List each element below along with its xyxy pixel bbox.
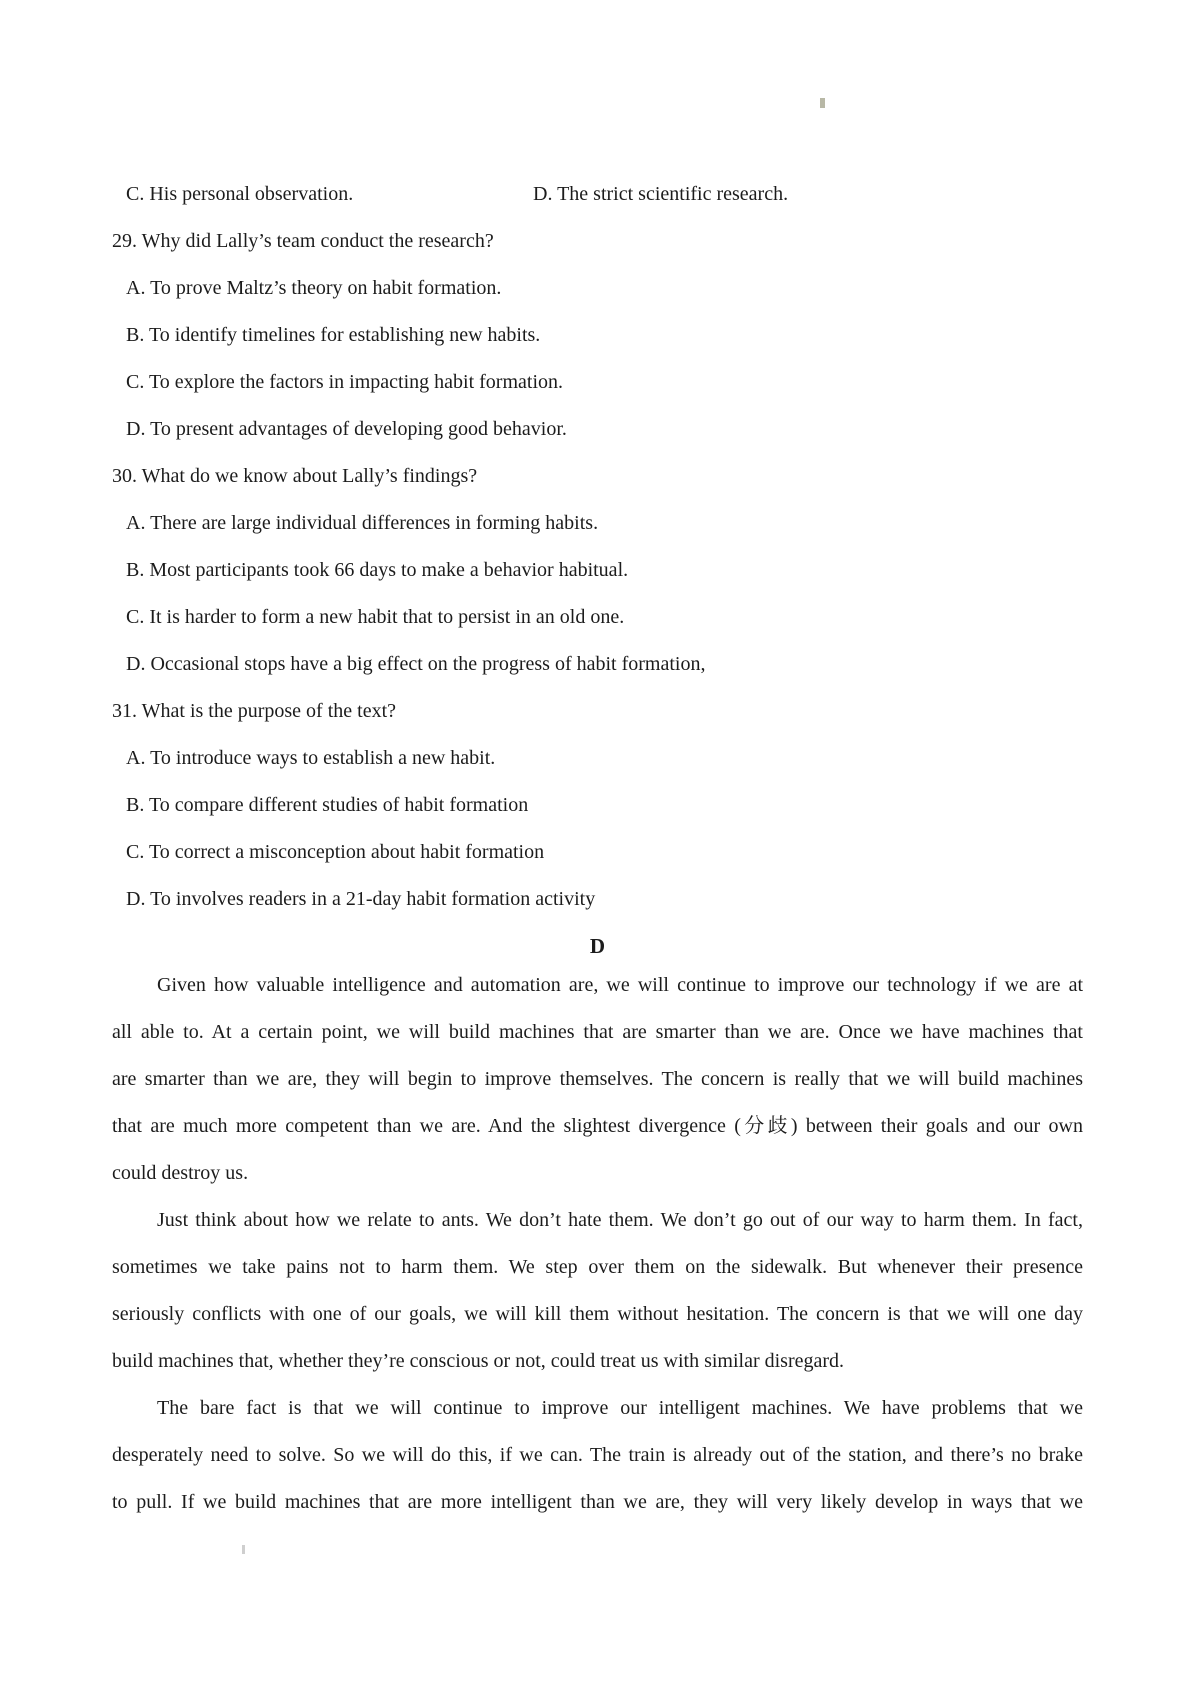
- page-content: [112, 171, 1083, 1526]
- question-prompt: 30. What do we know about Lally’s findings?: [112, 465, 478, 487]
- paragraph-line: all able to. At a certain point, we will build machines that are smarter than we are. Once we have machines that: [112, 1021, 1083, 1043]
- question-option: C. To explore the factors in impacting habit formation.: [126, 371, 564, 393]
- paragraph-line: seriously conflicts with one of our goals, we will kill them without hesitation. The concern is that we will one day: [112, 1303, 1083, 1325]
- passage-paragraph: [112, 1385, 1083, 1526]
- question-prompt: 29. Why did Lally’s team conduct the research?: [112, 230, 494, 252]
- question-option: D. To involves readers in a 21-day habit formation activity: [126, 888, 596, 910]
- question-option: A. To prove Maltz’s theory on habit formation.: [126, 277, 502, 299]
- paragraph-line: sometimes we take pains not to harm them. We step over them on the sidewalk. But whenever their presence: [112, 1256, 1083, 1278]
- paragraph-line: that are much more competent than we are. And the slightest divergence (分歧) between their goals and our own: [112, 1115, 1083, 1137]
- question-prompt: 31. What is the purpose of the text?: [112, 700, 397, 722]
- question-option: D. To present advantages of developing good behavior.: [126, 418, 567, 440]
- scan-artifact-bottom: [242, 1545, 245, 1554]
- question-option: B. To compare different studies of habit formation: [126, 794, 529, 816]
- paragraph-line: build machines that, whether they’re conscious or not, could treat us with similar disregard.: [112, 1350, 845, 1372]
- passage-paragraph: [112, 962, 1083, 1197]
- paragraph-line: Given how valuable intelligence and automation are, we will continue to improve our technology if we are at: [157, 974, 1083, 996]
- scan-artifact-top: [820, 98, 825, 108]
- passage-paragraph: [112, 1197, 1083, 1385]
- paragraph-line: are smarter than we are, they will begin to improve themselves. The concern is really that we will build machines: [112, 1068, 1083, 1090]
- paragraph-line: desperately need to solve. So we will do this, if we can. The train is already out of the station, and there’s no brake: [112, 1444, 1083, 1466]
- question-option: A. There are large individual differences in forming habits.: [126, 512, 599, 534]
- question-option: B. To identify timelines for establishing new habits.: [126, 324, 541, 346]
- option-c: C. His personal observation.: [126, 183, 354, 205]
- passage: [112, 962, 1083, 1526]
- passage-section-heading: D: [589, 934, 606, 958]
- question-option: C. To correct a misconception about habit formation: [126, 841, 545, 863]
- option-d: D. The strict scientific research.: [533, 183, 789, 205]
- question-option: A. To introduce ways to establish a new habit.: [126, 747, 496, 769]
- paragraph-line: The bare fact is that we will continue to improve our intelligent machines. We have problems that we: [157, 1397, 1083, 1419]
- paragraph-line: could destroy us.: [112, 1162, 249, 1184]
- question-28-leftover-options: [126, 171, 1083, 218]
- paragraph-line: Just think about how we relate to ants. We don’t hate them. We don’t go out of our way to harm them. In fact,: [157, 1209, 1083, 1231]
- question-option: B. Most participants took 66 days to make a behavior habitual.: [126, 559, 629, 581]
- questions-block: [112, 218, 1083, 923]
- question-option: C. It is harder to form a new habit that to persist in an old one.: [126, 606, 625, 628]
- question-option: D. Occasional stops have a big effect on the progress of habit formation,: [126, 653, 706, 675]
- paragraph-line: to pull. If we build machines that are more intelligent than we are, they will very likely develop in ways that we: [112, 1491, 1083, 1513]
